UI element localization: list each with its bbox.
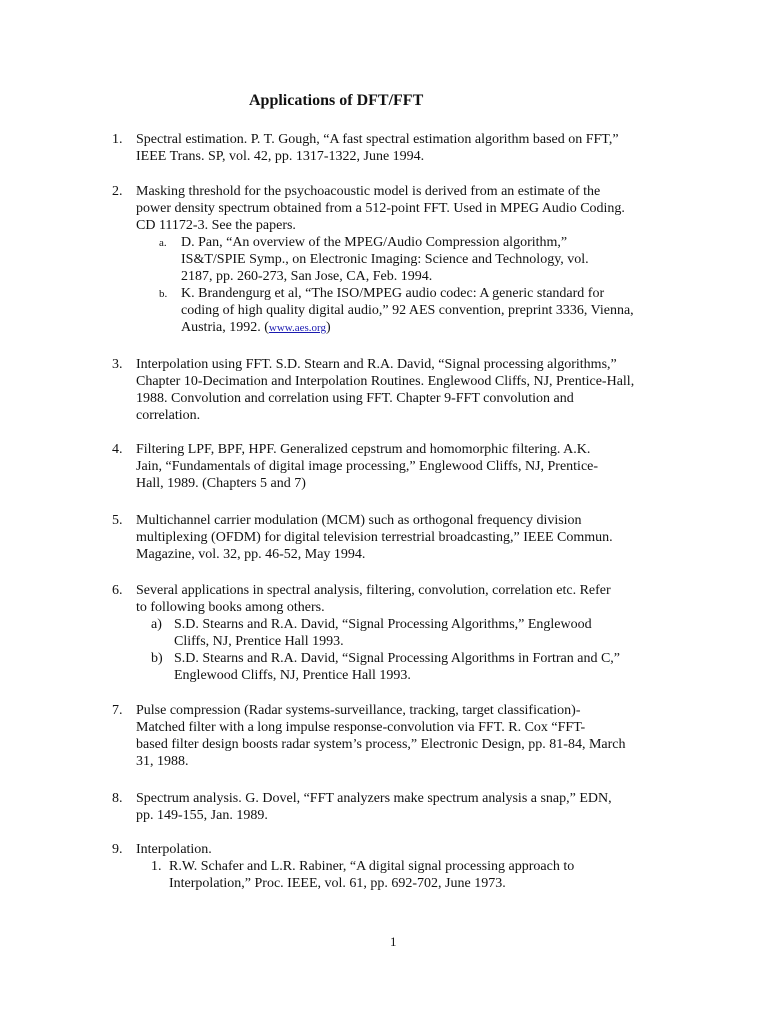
list-item-text-line: Masking threshold for the psychoacoustic model is derived from an estimate of the bbox=[136, 184, 601, 199]
page-number: 1 bbox=[390, 934, 397, 949]
list-item-number: 5. bbox=[112, 513, 123, 528]
sub-item-text: coding of high quality digital audio,” 92 AES convention, preprint 3336, Vienna, bbox=[181, 303, 634, 318]
list-item-text-line: Multichannel carrier modulation (MCM) such as orthogonal frequency division bbox=[136, 513, 582, 528]
sub-item-text: K. Brandengurg et al, “The ISO/MPEG audio codec: A generic standard for bbox=[181, 286, 605, 301]
sub-item-marker: b) bbox=[151, 651, 163, 666]
list-item-text-line: to following books among others. bbox=[136, 600, 325, 615]
list-item-number: 1. bbox=[112, 132, 123, 147]
sub-item-marker: b. bbox=[159, 288, 168, 300]
sub-item-text: Englewood Cliffs, NJ, Prentice Hall 1993. bbox=[174, 668, 411, 683]
list-item-number: 6. bbox=[112, 583, 123, 598]
sub-item-text: Interpolation,” Proc. IEEE, vol. 61, pp. 692-702, June 1973. bbox=[169, 876, 506, 891]
list-item-text-line: Spectrum analysis. G. Dovel, “FFT analyzers make spectrum analysis a snap,” EDN, bbox=[136, 791, 612, 806]
list-item-text-line: Spectral estimation. P. T. Gough, “A fast spectral estimation algorithm based on FFT,” bbox=[136, 132, 619, 147]
sub-item-text-line bbox=[174, 616, 592, 633]
sub-item-text-line bbox=[181, 302, 634, 319]
list-item-text-line: power density spectrum obtained from a 512-point FFT. Used in MPEG Audio Coding. bbox=[136, 201, 625, 216]
sub-item-marker: 1. bbox=[151, 859, 162, 874]
closing-parenthesis: ) bbox=[326, 320, 331, 335]
list-item-text-line: 31, 1988. bbox=[136, 754, 189, 769]
list-item-text-line: 1988. Convolution and correlation using FFT. Chapter 9-FFT convolution and bbox=[136, 391, 574, 406]
sub-item-text-line bbox=[169, 875, 506, 892]
list-item-text-line: Chapter 10-Decimation and Interpolation Routines. Englewood Cliffs, NJ, Prentice-Hall, bbox=[136, 374, 635, 389]
list-item-text-line: Filtering LPF, BPF, HPF. Generalized cepstrum and homomorphic filtering. A.K. bbox=[136, 442, 591, 457]
sub-item-text: R.W. Schafer and L.R. Rabiner, “A digital signal processing approach to bbox=[169, 859, 575, 874]
list-item-text-line: Jain, “Fundamentals of digital image processing,” Englewood Cliffs, NJ, Prentice- bbox=[136, 459, 599, 474]
list-item-text-line: Pulse compression (Radar systems-surveillance, tracking, target classification)- bbox=[136, 703, 581, 718]
list-item-text-line: pp. 149-155, Jan. 1989. bbox=[136, 808, 268, 823]
list-item-number: 8. bbox=[112, 791, 123, 806]
aes-website-link[interactable]: www.aes.org bbox=[268, 322, 327, 334]
sub-item-text-line bbox=[181, 319, 331, 337]
sub-item-text-line bbox=[181, 268, 432, 285]
sub-item-text-line bbox=[181, 234, 567, 251]
list-item-text-line: Interpolation. bbox=[136, 842, 212, 857]
sub-item-marker: a) bbox=[151, 617, 162, 632]
sub-item-text-line bbox=[169, 858, 574, 875]
list-item-number: 2. bbox=[112, 184, 123, 199]
list-item-text-line: Matched filter with a long impulse response-convolution via FFT. R. Cox “FFT- bbox=[136, 720, 586, 735]
list-item-text-line: CD 11172-3. See the papers. bbox=[136, 218, 296, 233]
sub-item-text: D. Pan, “An overview of the MPEG/Audio Compression algorithm,” bbox=[181, 235, 568, 250]
list-item-text-line: Magazine, vol. 32, pp. 46-52, May 1994. bbox=[136, 547, 366, 562]
sub-item-text-line bbox=[174, 633, 344, 650]
sub-item-text: S.D. Stearns and R.A. David, “Signal Processing Algorithms,” Englewood bbox=[174, 617, 592, 632]
sub-item-marker: a. bbox=[159, 237, 167, 249]
list-item-text-line: based filter design boosts radar system’s process,” Electronic Design, pp. 81-84, March bbox=[136, 737, 626, 752]
list-item-number: 7. bbox=[112, 703, 123, 718]
list-item-text-line: Hall, 1989. (Chapters 5 and 7) bbox=[136, 476, 306, 491]
sub-item-text-line bbox=[181, 251, 589, 268]
sub-item-text-line bbox=[174, 650, 620, 667]
sub-item-text-line bbox=[181, 285, 604, 302]
list-item-text-line: IEEE Trans. SP, vol. 42, pp. 1317-1322, June 1994. bbox=[136, 149, 425, 164]
list-item-number: 9. bbox=[112, 842, 123, 857]
sub-item-text: IS&T/SPIE Symp., on Electronic Imaging: Science and Technology, vol. bbox=[181, 252, 589, 267]
document-title: Applications of DFT/FFT bbox=[249, 92, 424, 109]
list-item-text-line: multiplexing (OFDM) for digital television terrestrial broadcasting,” IEEE Commun. bbox=[136, 530, 613, 545]
list-item-number: 4. bbox=[112, 442, 123, 457]
sub-item-text: 2187, pp. 260-273, San Jose, CA, Feb. 1994. bbox=[181, 269, 433, 284]
list-item-number: 3. bbox=[112, 357, 123, 372]
sub-item-text: S.D. Stearns and R.A. David, “Signal Processing Algorithms in Fortran and C,” bbox=[174, 651, 621, 666]
sub-item-text-line bbox=[174, 667, 411, 684]
list-item-text-line: correlation. bbox=[136, 408, 201, 423]
list-item-text-line: Interpolation using FFT. S.D. Stearn and R.A. David, “Signal processing algorithms,” bbox=[136, 357, 617, 372]
list-item-text-line: Several applications in spectral analysis, filtering, convolution, correlation etc. Refer bbox=[136, 583, 611, 598]
sub-item-text: Cliffs, NJ, Prentice Hall 1993. bbox=[174, 634, 344, 649]
sub-item-text: Austria, 1992. ( bbox=[181, 320, 269, 335]
